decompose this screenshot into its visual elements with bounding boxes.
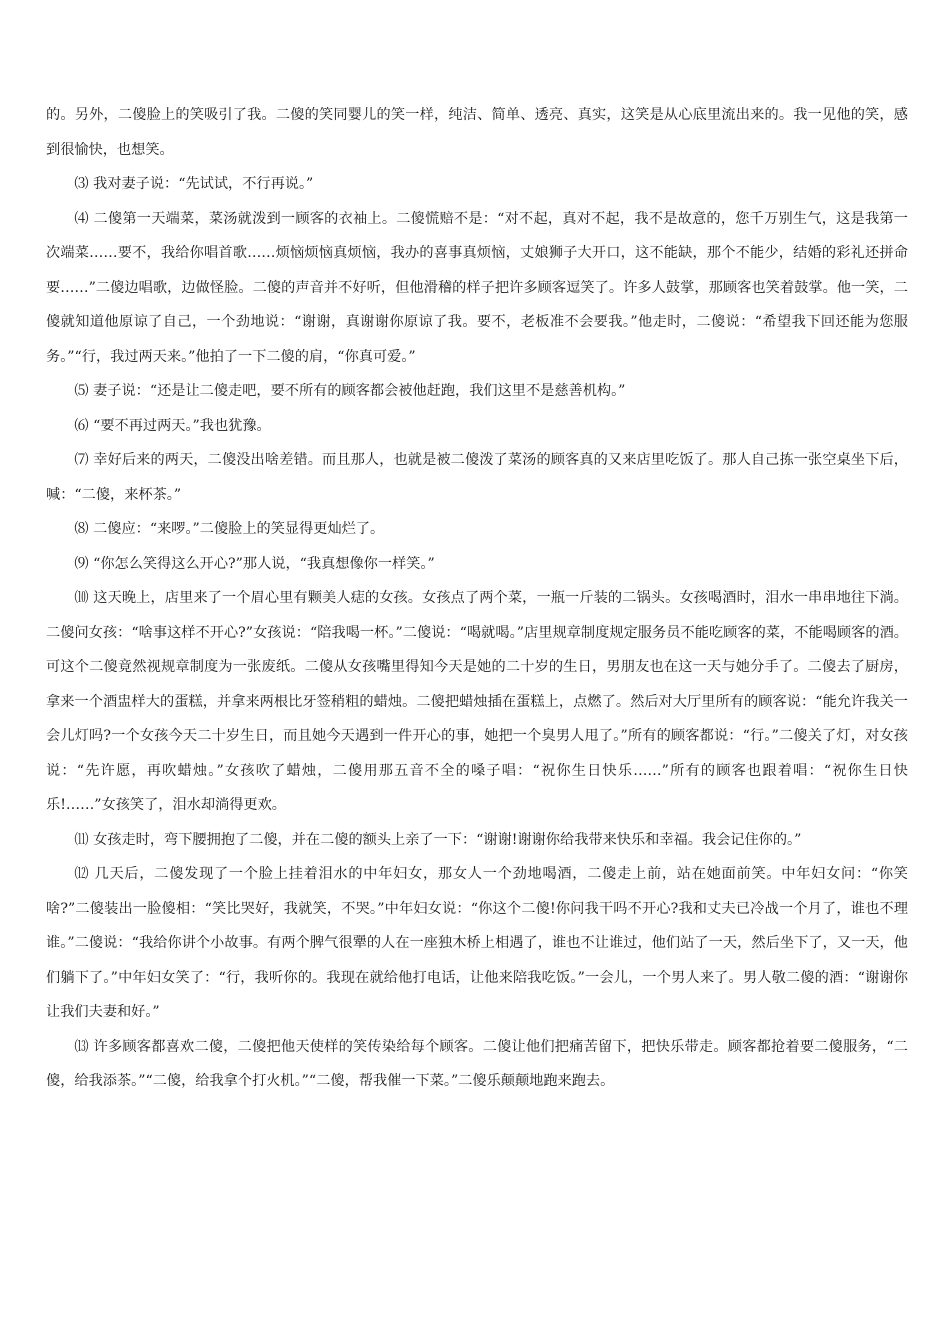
paragraph-6: ⑹ “要不再过两天。”我也犹豫。 [74, 417, 271, 434]
paragraph-13: ⒀ 许多顾客都喜欢二傻，二傻把他天使样的笑传染给每个顾客。二傻让他们把痛苦留下，把快乐带走。顾客都抢着要二傻服务，“二傻，给我添茶。”“二傻，给我拿个打火机。”“二傻，帮我催一下菜。”二傻乐颠颠地跑来跑去。 [46, 1038, 908, 1089]
paragraph-8: ⑻ 二傻应：“来啰。”二傻脸上的笑显得更灿烂了。 [74, 521, 385, 537]
paragraph-9: ⑼ “你怎么笑得这么开心?”那人说，“我真想像你一样笑。” [74, 555, 435, 572]
paragraph-11: ⑾ 女孩走时，弯下腰拥抱了二傻，并在二傻的额头上亲了一下：“谢谢!谢谢你给我带来快乐和幸福。我会记住你的。” [74, 831, 802, 848]
paragraph-7: ⑺ 幸好后来的两天，二傻没出啥差错。而且那人，也就是被二傻泼了菜汤的顾客真的又来店里吃饭了。那人自己拣一张空桌坐下后，喊：“二傻，来杯茶。” [46, 452, 908, 503]
paragraph-12: ⑿ 几天后，二傻发现了一个脸上挂着泪水的中年妇女，那女人一个劲地喝酒，二傻走上前，站在她面前笑。中年妇女问：“你笑啥?”二傻装出一脸傻相：“笑比哭好，我就笑，不哭。”中年妇女说：“你这个二傻!你问我干吗不开心?我和丈夫已冷战一个月了，谁也不理谁。”二傻说：“我给你讲个小故事。有两个脾气很犟的人在一座独木桥上相遇了，谁也不让谁过，他们站了一天，然后坐下了，又一天，他们躺下了。”中年妇女笑了：“行，我听你的。我现在就给他打电话，让他来陪我吃饭。”一会儿，一个男人来了。男人敬二傻的酒：“谢谢你让我们夫妻和好。” [46, 866, 908, 1020]
paragraph-5: ⑸ 妻子说：“还是让二傻走吧，要不所有的顾客都会被他赶跑，我们这里不是慈善机构。” [74, 383, 626, 399]
document-body [46, 98, 908, 1099]
paragraph-continuation: 的。另外，二傻脸上的笑吸引了我。二傻的笑同婴儿的笑一样，纯洁、简单、透亮、真实，这笑是从心底里流出来的。我一见他的笑，感到很愉快，也想笑。 [46, 107, 908, 158]
paragraph-10: ⑽ 这天晚上，店里来了一个眉心里有颗美人痣的女孩。女孩点了两个菜，一瓶一斤装的二锅头。女孩喝酒时，泪水一串串地往下淌。二傻问女孩：“啥事这样不开心?”女孩说：“陪我喝一杯。”二傻说：“喝就喝。”店里规章制度规定服务员不能吃顾客的菜，不能喝顾客的酒。可这个二傻竟然视规章制度为一张废纸。二傻从女孩嘴里得知今天是她的二十岁的生日，男朋友也在这一天与她分手了。二傻去了厨房，拿来一个酒盅样大的蛋糕，并拿来两根比牙签稍粗的蜡烛。二傻把蜡烛插在蛋糕上，点燃了。然后对大厅里所有的顾客说：“能允许我关一会儿灯吗?一个女孩今天二十岁生日，而且她今天遇到一件开心的事，她把一个臭男人甩了。”所有的顾客都说：“行。”二傻关了灯，对女孩说：“先许愿，再吹蜡烛。”女孩吹了蜡烛，二傻用那五音不全的嗓子唱：“祝你生日快乐……”所有的顾客也跟着唱：“祝你生日快乐!……”女孩笑了，泪水却淌得更欢。 [46, 590, 908, 813]
paragraph-3: ⑶ 我对妻子说：“先试试，不行再说。” [74, 176, 314, 192]
paragraph-4: ⑷ 二傻第一天端菜，菜汤就泼到一顾客的衣袖上。二傻慌赔不是：“对不起，真对不起，我不是故意的，您千万别生气，这是我第一次端菜……要不，我给你唱首歌……烦恼烦恼真烦恼，我办的喜事真烦恼，丈娘狮子大开口，这不能缺，那个不能少，结婚的彩礼还拼命要……”二傻边唱歌，边做怪脸。二傻的声音并不好听，但他滑稽的样子把许多顾客逗笑了。许多人鼓掌，那顾客也笑着鼓掌。他一笑，二傻就知道他原谅了自己，一个劲地说：“谢谢，真谢谢你原谅了我。要不，老板准不会要我。”他走时，二傻说：“希望我下回还能为您服务。”“行，我过两天来。”他拍了一下二傻的肩，“你真可爱。” [46, 210, 908, 365]
